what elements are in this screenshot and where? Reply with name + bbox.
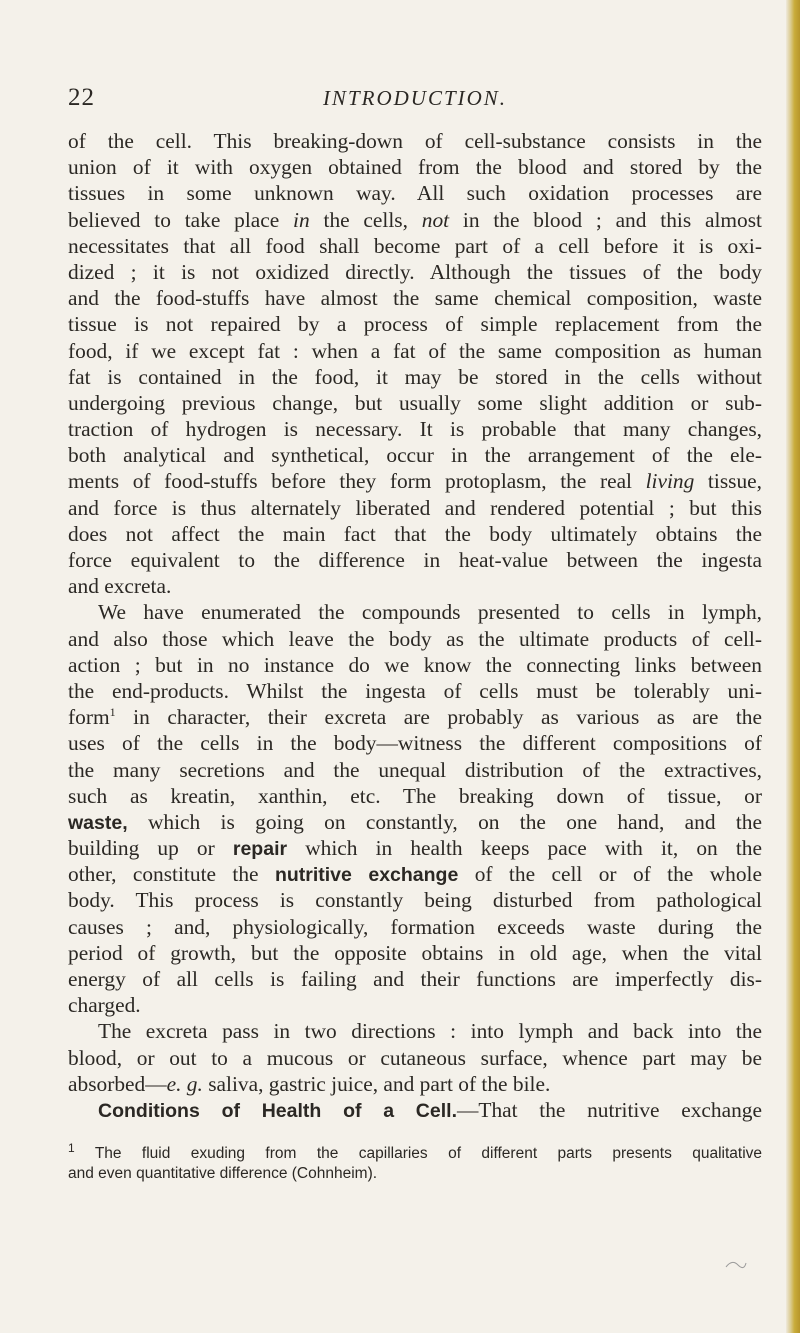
text-line-mixed [68, 1097, 762, 1123]
text-line: charged. [68, 993, 141, 1018]
text-line: causes ; and, physiologically, formation exceeds waste during the [68, 914, 762, 939]
term-nutritive-exchange: nutritive exchange [274, 864, 459, 887]
text-line: and excreta. [68, 574, 172, 599]
text-line: ments of food-stuffs before they form protoplasm, the real living tissue, [68, 469, 762, 494]
text-fragment: building up or [68, 836, 215, 861]
italic-emphasis: e. g. [166, 1071, 203, 1096]
text-line: such as kreatin, xanthin, etc. The breaking down of tissue, or [68, 783, 762, 808]
running-head: INTRODUCTION. [322, 86, 508, 110]
footnote [68, 1140, 763, 1184]
text-line: tissues in some unknown way. All such oxidation processes are [68, 181, 762, 206]
footnote-marker: 1 [68, 1140, 75, 1155]
term-repair: repair [232, 838, 288, 861]
text-line: fat is contained in the food, it may be stored in the cells without [68, 364, 762, 389]
italic-emphasis: not [407, 207, 463, 232]
text-line: the many secretions and the unequal distribution of the extractives, [68, 757, 762, 782]
footnote-line: and even quantitative difference (Cohnheim). [68, 1165, 378, 1182]
text-line: and force is thus alternately liberated and rendered potential ; but this [68, 495, 762, 520]
text-fragment: which is going on constantly, on the one hand, and the [147, 809, 762, 834]
text-line: We have enumerated the compounds presented to cells in lymph, [98, 600, 762, 625]
italic-emphasis: in [279, 207, 324, 232]
text-fragment: other, constitute the [68, 862, 259, 887]
text-line-mixed [68, 704, 762, 730]
text-line-mixed [68, 835, 762, 861]
text-line: uses of the cells in the body—witness the different compositions of [68, 731, 762, 756]
text-line: undergoing previous change, but usually some slight addition or sub- [68, 390, 762, 415]
page-header [68, 84, 762, 114]
text-fragment: of the cell or of the whole [474, 862, 762, 887]
text-line: action ; but in no instance do we know the connecting links between [68, 652, 762, 677]
page-number: 22 [68, 84, 95, 111]
text-fragment: in character, their excreta are probably as various as are the [133, 705, 762, 730]
text-line: and the food-stuffs have almost the same chemical composition, waste [68, 286, 762, 311]
text-line-mixed [68, 809, 762, 835]
text-fragment: form [68, 705, 110, 730]
text-fragment: —That the nutritive exchange [457, 1097, 762, 1122]
text-line: both analytical and synthetical, occur in the arrangement of the ele- [68, 443, 762, 468]
text-line: absorbed—e. g. saliva, gastric juice, and part of the bile. [68, 1071, 551, 1096]
term-waste: waste, [68, 811, 128, 834]
section-heading: Conditions of Health of a Cell. [98, 1099, 457, 1122]
text-line: force equivalent to the difference in heat-value between the ingesta [68, 548, 762, 572]
text-line: of the cell. This breaking-down of cell-substance consists in the [68, 129, 762, 153]
text-line: food, if we except fat : when a fat of the same composition as human [68, 338, 762, 363]
text-line: believed to take place in the cells, not in the blood ; and this almost [68, 207, 762, 232]
text-line: The excreta pass in two directions : into lymph and back into the [98, 1019, 762, 1044]
text-line: and also those which leave the body as the ultimate products of cell- [68, 626, 762, 651]
italic-term-living: living [645, 469, 695, 494]
body-text [68, 128, 762, 1123]
footnote-text: The fluid exuding from the capillaries of different parts presents qualitative [94, 1145, 763, 1162]
text-line: does not affect the main fact that the body ultimately obtains the [68, 521, 762, 546]
pencil-mark-icon [724, 1257, 748, 1271]
text-line: body. This process is constantly being disturbed from pathological [68, 888, 762, 913]
book-spine-edge [786, 0, 800, 1333]
text-line: traction of hydrogen is necessary. It is probable that many changes, [68, 417, 762, 442]
footnote-reference[interactable]: 1 [109, 705, 116, 719]
text-line: necessitates that all food shall become part of a cell before it is oxi- [68, 233, 762, 258]
text-line-mixed [68, 861, 762, 887]
text-fragment: which in health keeps pace with it, on the [305, 836, 762, 861]
text-line: union of it with oxygen obtained from the blood and stored by the [68, 155, 762, 180]
text-line: dized ; it is not oxidized directly. Although the tissues of the body [68, 259, 762, 284]
text-line: period of growth, but the opposite obtains in old age, when the vital [68, 940, 762, 965]
text-line: tissue is not repaired by a process of simple replacement from the [68, 312, 762, 337]
text-line: the end-products. Whilst the ingesta of cells must be tolerably uni- [68, 678, 762, 703]
text-line: blood, or out to a mucous or cutaneous surface, whence part may be [68, 1045, 762, 1070]
text-line: energy of all cells is failing and their functions are imperfectly dis- [68, 967, 762, 991]
footnote-line [68, 1140, 763, 1164]
